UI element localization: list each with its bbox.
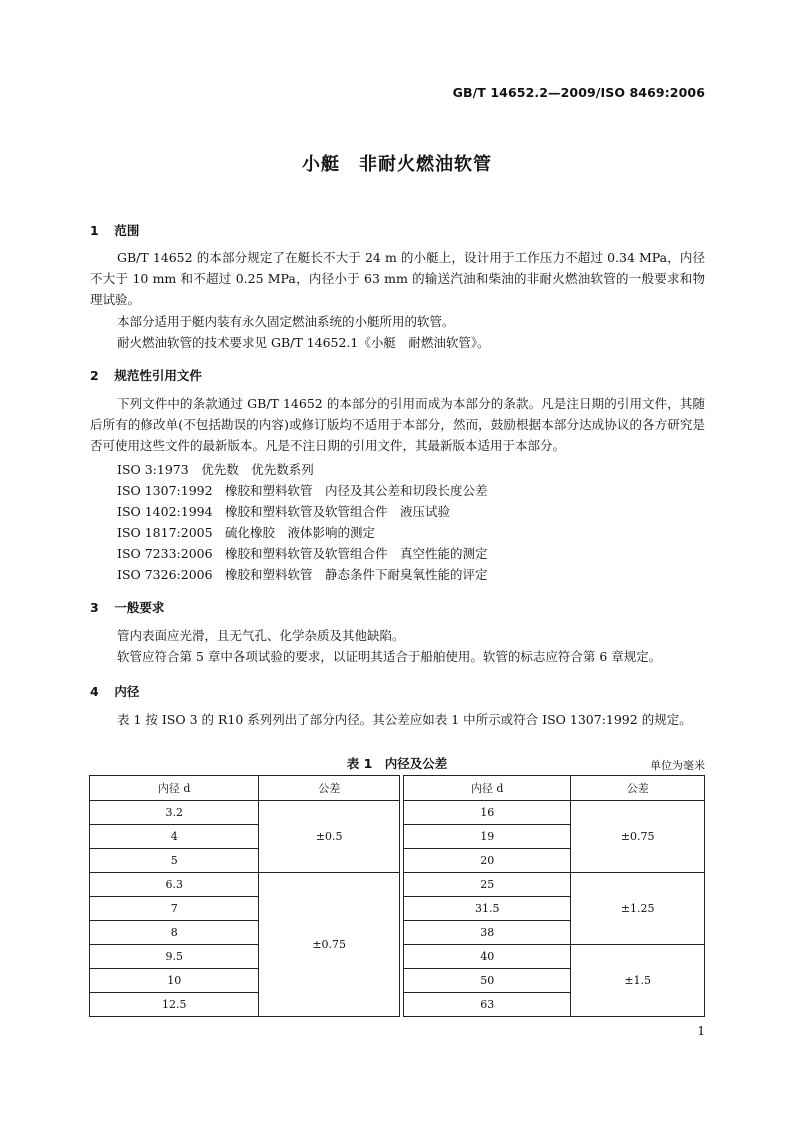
tolerance-cell: ±1.25 (571, 873, 705, 945)
section-number: 1 (90, 223, 99, 238)
page-number: 1 (697, 1024, 705, 1038)
table-header-row (90, 776, 400, 801)
table-row (90, 873, 400, 897)
header-tolerance: 公差 (571, 776, 705, 801)
section-title: 规范性引用文件 (114, 368, 202, 383)
diameter-cell: 16 (404, 801, 571, 825)
reference-item: ISO 7233:2006 橡胶和塑料软管及软管组合件 真空性能的测定 (117, 546, 488, 561)
diameter-cell: 40 (404, 945, 571, 969)
header-tolerance: 公差 (259, 776, 400, 801)
diameter-cell: 3.2 (90, 801, 259, 825)
section-3-heading (90, 598, 164, 616)
table-row (90, 801, 400, 825)
diameter-cell: 20 (404, 849, 571, 873)
table-caption: 表 1 内径及公差 (346, 756, 448, 771)
requirements-paragraph: 软管应符合第 5 章中各项试验的要求，以证明其适合于船舶使用。软管的标志应符合第 6 章规定。 (117, 649, 662, 664)
reference-item: ISO 1402:1994 橡胶和塑料软管及软管组合件 液压试验 (117, 504, 451, 519)
scope-paragraph: GB/T 14652 的本部分规定了在艇长不大于 24 m 的小艇上，设计用于工作压力不超过 0.34 MPa，内径不大于 10 mm 和不超过 0.25 MPa，内径小于 63 mm 的输送汽油和柴油的非耐火燃油软管的一般要求和物理试验。 (90, 250, 705, 307)
tolerance-cell: ±0.75 (259, 873, 400, 1017)
diameter-table-right (403, 775, 705, 1017)
diameter-cell: 9.5 (90, 945, 259, 969)
diameter-cell: 12.5 (90, 993, 259, 1017)
diameter-cell: 50 (404, 969, 571, 993)
section-2-heading (90, 366, 202, 384)
standard-code: GB/T 14652.2—2009/ISO 8469:2006 (452, 85, 705, 100)
section-title: 内径 (114, 684, 140, 699)
diameter-table-left (89, 775, 400, 1017)
diameter-cell: 5 (90, 849, 259, 873)
table-unit: 单位为毫米 (650, 759, 705, 772)
reference-item: ISO 7326:2006 橡胶和塑料软管 静态条件下耐臭氧性能的评定 (117, 567, 488, 582)
section-number: 4 (90, 684, 99, 699)
diameter-cell: 6.3 (90, 873, 259, 897)
reference-item: ISO 1307:1992 橡胶和塑料软管 内径及其公差和切段长度公差 (117, 483, 488, 498)
diameter-cell: 10 (90, 969, 259, 993)
reference-item: ISO 3:1973 优先数 优先数系列 (117, 462, 314, 477)
diameter-cell: 19 (404, 825, 571, 849)
section-1-heading (90, 221, 139, 239)
table-row (404, 801, 705, 825)
scope-paragraph: 本部分适用于艇内装有永久固定燃油系统的小艇所用的软管。 (117, 314, 455, 329)
tolerance-cell: ±0.5 (259, 801, 400, 873)
references-paragraph: 下列文件中的条款通过 GB/T 14652 的本部分的引用而成为本部分的条款。凡是注日期的引用文件，其随后所有的修改单(不包括勘误的内容)或修订版均不适用于本部分，然而，鼓励根据本部分达成协议的各方研究是否可使用这些文件的最新版本。凡是不注日期的引用文件，其最新版本适用于本部分。 (90, 396, 705, 453)
diameter-paragraph: 表 1 按 ISO 3 的 R10 系列列出了部分内径。其公差应如表 1 中所示或符合 ISO 1307:1992 的规定。 (117, 712, 692, 727)
section-title: 范围 (114, 223, 140, 238)
section-number: 3 (90, 600, 99, 615)
tolerance-cell: ±1.5 (571, 945, 705, 1017)
diameter-cell: 38 (404, 921, 571, 945)
diameter-cell: 25 (404, 873, 571, 897)
header-diameter: 内径 d (404, 776, 571, 801)
table-row (404, 873, 705, 897)
document-title: 小艇 非耐火燃油软管 (302, 154, 492, 175)
section-number: 2 (90, 368, 99, 383)
diameter-cell: 7 (90, 897, 259, 921)
table-row (404, 945, 705, 969)
requirements-paragraph: 管内表面应光滑，且无气孔、化学杂质及其他缺陷。 (117, 628, 405, 643)
section-4-heading (90, 682, 139, 700)
diameter-cell: 31.5 (404, 897, 571, 921)
diameter-cell: 8 (90, 921, 259, 945)
header-diameter: 内径 d (90, 776, 259, 801)
diameter-cell: 63 (404, 993, 571, 1017)
table-header-row (404, 776, 705, 801)
scope-paragraph: 耐火燃油软管的技术要求见 GB/T 14652.1《小艇 耐燃油软管》。 (117, 335, 490, 350)
section-title: 一般要求 (114, 600, 165, 615)
tolerance-cell: ±0.75 (571, 801, 705, 873)
diameter-cell: 4 (90, 825, 259, 849)
reference-item: ISO 1817:2005 硫化橡胶 液体影响的测定 (117, 525, 376, 540)
